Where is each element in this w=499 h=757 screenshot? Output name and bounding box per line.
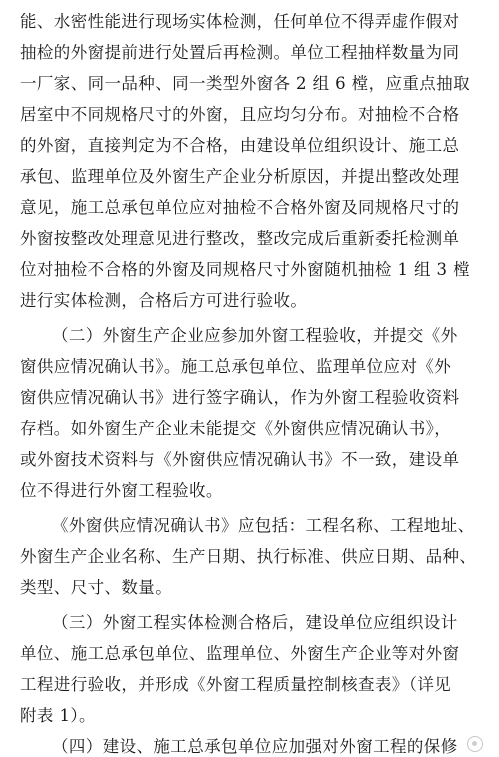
text-line: （四）建设、施工总承包单位应加强对外窗工程的保修	[52, 737, 458, 756]
text-line: 《外窗供应情况确认书》应包括：工程名称、工程地址、	[52, 516, 475, 535]
text-line: 一厂家、同一品种、同一类型外窗各 2 组 6 樘，应重点抽取	[20, 74, 470, 93]
text-line: 外窗按整改处理意见进行整改，整改完成后重新委托检测单	[20, 229, 460, 248]
text-line: 居室中不同规格尺寸的外窗，且应均匀分布。对抽检不合格	[20, 105, 460, 124]
text-line: 外窗生产企业名称、生产日期、执行标准、供应日期、品种、	[20, 547, 477, 566]
text-line: 意见，施工总承包单位应对抽检不合格外窗及同规格尺寸的	[20, 198, 460, 217]
text-line: 窗供应情况确认书》进行签字确认，作为外窗工程验收资料	[20, 388, 460, 407]
text-line: 抽检的外窗提前进行处置后再检测。单位工程抽样数量为同	[20, 43, 460, 62]
text-line: 工程进行验收，并形成《外窗工程质量控制核查表》（详见	[20, 675, 452, 694]
text-line: 类型、尺寸、数量。	[20, 578, 173, 597]
text-line: 窗供应情况确认书》。施工总承包单位、监理单位应对《外	[20, 357, 452, 376]
text-line: 能、水密性能进行现场实体检测，任何单位不得弄虚作假对	[20, 12, 460, 31]
text-line: 承包、监理单位及外窗生产企业分析原因，并提出整改处理	[20, 167, 460, 186]
text-line: 附表 1）。	[20, 706, 96, 725]
watermark	[467, 736, 487, 752]
text-line: 位对抽检不合格的外窗及同规格尺寸外窗随机抽检 1 组 3 樘	[20, 260, 470, 279]
text-line: 位不得进行外窗工程验收。	[20, 481, 223, 500]
text-line: 的外窗，直接判定为不合格，由建设单位组织设计、施工总	[20, 136, 460, 155]
text-line: 单位、施工总承包单位、监理单位、外窗生产企业等对外窗	[20, 644, 460, 663]
text-line: （二）外窗生产企业应参加外窗工程验收，并提交《外	[52, 326, 458, 345]
text-line: 或外窗技术资料与《外窗供应情况确认书》不一致，建设单	[20, 450, 460, 469]
text-line: 存档。如外窗生产企业未能提交《外窗供应情况确认书》，	[20, 419, 452, 438]
text-line: （三）外窗工程实体检测合格后，建设单位应组织设计	[52, 613, 458, 632]
wechat-logo-icon	[467, 736, 483, 752]
text-line: 进行实体检测，合格后方可进行验收。	[20, 291, 308, 310]
